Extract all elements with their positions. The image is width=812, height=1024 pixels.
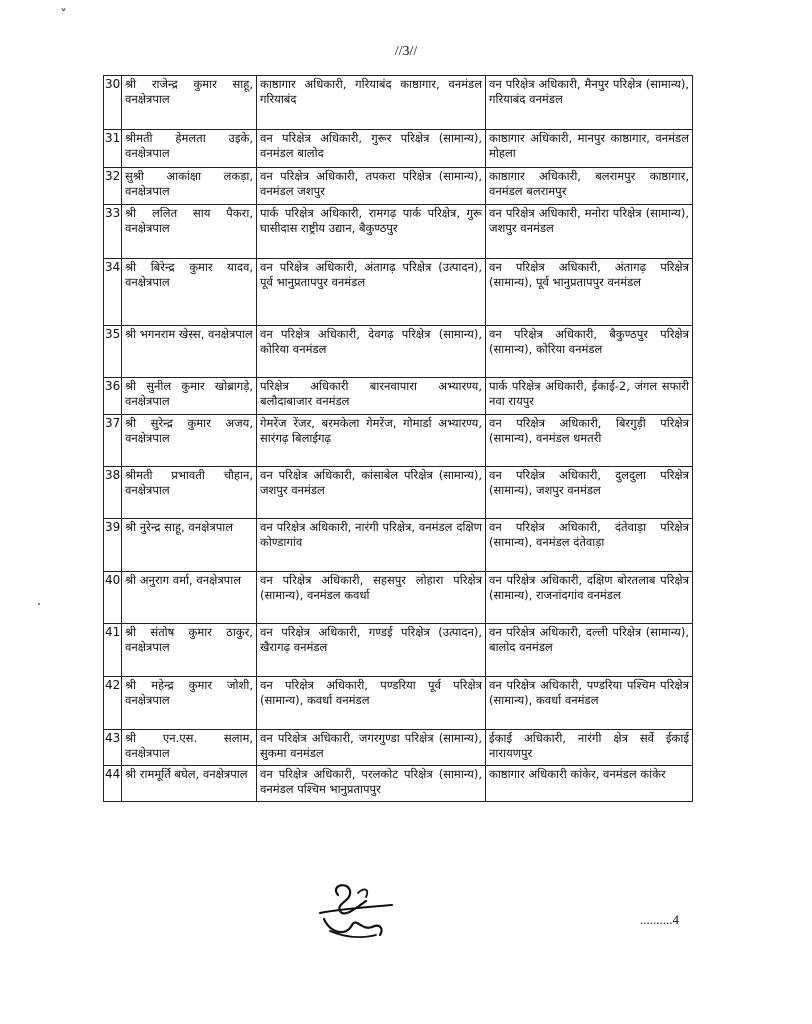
current-posting-cell: गेमरेंज रेंजर, बरमकेला गेमरेंज, गोमार्डा अभ्यारण्य, सारंगढ़ बिलाईगढ़ [257, 415, 486, 467]
new-posting-cell: वन परिक्षेत्र अधिकारी, दक्षिण बोरतलाब परिक्षेत्र (सामान्य), राजनांदगांव वनमंडल [486, 572, 693, 624]
serial-number-cell: 33 [104, 205, 122, 259]
table-row [104, 168, 693, 205]
page-number: //3// [394, 44, 418, 59]
current-posting-cell: वन परिक्षेत्र अधिकारी, नारंगी परिक्षेत्र, वनमंडल दक्षिण कोण्डागांव [257, 519, 486, 572]
serial-number-cell: 31 [104, 130, 122, 168]
serial-number-cell: 40 [104, 572, 122, 624]
serial-number-cell: 37 [104, 415, 122, 467]
officer-name-cell: श्री राममूर्ति बघेल, वनक्षेत्रपाल [122, 766, 257, 802]
officer-name-cell: श्री सुरेन्द्र कुमार अजय, वनक्षेत्रपाल [122, 415, 257, 467]
current-posting-cell: वन परिक्षेत्र अधिकारी, अंतागढ़ परिक्षेत्र (उत्पादन), पूर्व भानुप्रतापपुर वनमंडल [257, 259, 486, 326]
table-row [104, 259, 693, 326]
current-posting-cell: वन परिक्षेत्र अधिकारी, परलकोट परिक्षेत्र (सामान्य), वनमंडल पश्चिम भानुप्रतापपुर [257, 766, 486, 802]
current-posting-cell: वन परिक्षेत्र अधिकारी, तपकरा परिक्षेत्र (सामान्य), वनमंडल जशपुर [257, 168, 486, 205]
table-row [104, 519, 693, 572]
transfer-table-body [104, 76, 693, 802]
new-posting-cell: पार्क परिक्षेत्र अधिकारी, ईकाई-2, जंगल सफारी नवा रायपुर [486, 378, 693, 415]
table-row [104, 467, 693, 519]
table-row [104, 76, 693, 130]
current-posting-cell: वन परिक्षेत्र अधिकारी, सहसपुर लोहारा परिक्षेत्र (सामान्य), वनमंडल कवर्धा [257, 572, 486, 624]
officer-name-cell: श्री ललित साय पैकरा, वनक्षेत्रपाल [122, 205, 257, 259]
new-posting-cell: वन परिक्षेत्र अधिकारी, दल्ली परिक्षेत्र (सामान्य), बालोद वनमंडल [486, 624, 693, 677]
serial-number-cell: 35 [104, 326, 122, 378]
new-posting-cell: वन परिक्षेत्र अधिकारी, पण्डरिया पश्चिम परिक्षेत्र (सामान्य), कवर्धा वनमंडल [486, 677, 693, 730]
new-posting-cell: काष्ठागार अधिकारी, मानपुर काष्ठागार, वनमंडल मोहला [486, 130, 693, 168]
officer-name-cell: श्रीमती प्रभावती चौहान, वनक्षेत्रपाल [122, 467, 257, 519]
serial-number-cell: 32 [104, 168, 122, 205]
new-posting-cell: वन परिक्षेत्र अधिकारी, दुलदुला परिक्षेत्र (सामान्य), जशपुर वनमंडल [486, 467, 693, 519]
officer-name-cell: श्री बिरेन्द्र कुमार यादव, वनक्षेत्रपाल [122, 259, 257, 326]
current-posting-cell: परिक्षेत्र अधिकारी बारनवापारा अभ्यारण्य, बलौदाबाजार वनमंडल [257, 378, 486, 415]
corner-mark: ˇ [60, 8, 67, 24]
table-row [104, 326, 693, 378]
serial-number-cell: 42 [104, 677, 122, 730]
new-posting-cell: वन परिक्षेत्र अधिकारी, अंतागढ़ परिक्षेत्र (सामान्य), पूर्व भानुप्रतापपुर वनमंडल [486, 259, 693, 326]
officer-name-cell: श्री अनुराग वर्मा, वनक्षेत्रपाल [122, 572, 257, 624]
serial-number-cell: 34 [104, 259, 122, 326]
current-posting-cell: पार्क परिक्षेत्र अधिकारी, रामगढ़ पार्क परिक्षेत्र, गुरू घासीदास राष्ट्रीय उद्यान, बैकुण्ठपुर [257, 205, 486, 259]
signature [300, 875, 410, 945]
table-row [104, 677, 693, 730]
table-row [104, 205, 693, 259]
table-row [104, 730, 693, 766]
new-posting-cell: वन परिक्षेत्र अधिकारी, बिरगुड़ी परिक्षेत्र (सामान्य), वनमंडल धमतरी [486, 415, 693, 467]
officer-name-cell: श्री महेन्द्र कुमार जोशी, वनक्षेत्रपाल [122, 677, 257, 730]
new-posting-cell: वन परिक्षेत्र अधिकारी, मनोरा परिक्षेत्र (सामान्य), जशपुर वनमंडल [486, 205, 693, 259]
table-row [104, 766, 693, 802]
officer-name-cell: श्री सुनील कुमार खोब्रागड़े, वनक्षेत्रपाल [122, 378, 257, 415]
serial-number-cell: 43 [104, 730, 122, 766]
current-posting-cell: वन परिक्षेत्र अधिकारी, जगरगुण्डा परिक्षेत्र (सामान्य), सुकमा वनमंडल [257, 730, 486, 766]
new-posting-cell: काष्ठागार अधिकारी कांकेर, वनमंडल कांकेर [486, 766, 693, 802]
table-row [104, 624, 693, 677]
serial-number-cell: 30 [104, 76, 122, 130]
current-posting-cell: वन परिक्षेत्र अधिकारी, देवगढ़ परिक्षेत्र (सामान्य), कोरिया वनमंडल [257, 326, 486, 378]
serial-number-cell: 36 [104, 378, 122, 415]
new-posting-cell: वन परिक्षेत्र अधिकारी, बैकुण्ठपुर परिक्षेत्र (सामान्य), कोरिया वनमंडल [486, 326, 693, 378]
officer-name-cell: श्री राजेन्द्र कुमार साहू, वनक्षेत्रपाल [122, 76, 257, 130]
serial-number-cell: 44 [104, 766, 122, 802]
officer-name-cell: श्री एन.एस. सलाम, वनक्षेत्रपाल [122, 730, 257, 766]
new-posting-cell: वन परिक्षेत्र अधिकारी, मैनपुर परिक्षेत्र (सामान्य), गरियाबंद वनमंडल [486, 76, 693, 130]
officer-name-cell: श्री भगनराम खेस्स, वनक्षेत्रपाल [122, 326, 257, 378]
serial-number-cell: 39 [104, 519, 122, 572]
current-posting-cell: वन परिक्षेत्र अधिकारी, कांसाबेल परिक्षेत्र (सामान्य), जशपुर वनमंडल [257, 467, 486, 519]
table-row [104, 130, 693, 168]
officer-name-cell: श्रीमती हेमलता उइके, वनक्षेत्रपाल [122, 130, 257, 168]
new-posting-cell: काष्ठागार अधिकारी, बलरामपुर काष्ठागार, वनमंडल बलरामपुर [486, 168, 693, 205]
new-posting-cell: वन परिक्षेत्र अधिकारी, दंतेवाड़ा परिक्षेत्र (सामान्य), वनमंडल दंतेवाड़ा [486, 519, 693, 572]
officer-name-cell: सुश्री आकांक्षा लकड़ा, वनक्षेत्रपाल [122, 168, 257, 205]
current-posting-cell: काष्ठागार अधिकारी, गरियाबंद काष्ठागार, वनमंडल गरियाबंद [257, 76, 486, 130]
transfer-table [103, 75, 693, 802]
scan-speck [38, 603, 40, 605]
new-posting-cell: ईकाई अधिकारी, नारंगी क्षेत्र सर्वे ईकाई नारायणपुर [486, 730, 693, 766]
officer-name-cell: श्री संतोष कुमार ठाकुर, वनक्षेत्रपाल [122, 624, 257, 677]
table-row [104, 572, 693, 624]
serial-number-cell: 41 [104, 624, 122, 677]
current-posting-cell: वन परिक्षेत्र अधिकारी, पण्डरिया पूर्व परिक्षेत्र (सामान्य), कवर्धा वनमंडल [257, 677, 486, 730]
officer-name-cell: श्री नुरेन्द्र साहू, वनक्षेत्रपाल [122, 519, 257, 572]
current-posting-cell: वन परिक्षेत्र अधिकारी, गुरूर परिक्षेत्र (सामान्य), वनमंडल बालोद [257, 130, 486, 168]
table-row [104, 415, 693, 467]
continuation-marker: ..........4 [640, 912, 679, 927]
table-row [104, 378, 693, 415]
serial-number-cell: 38 [104, 467, 122, 519]
current-posting-cell: वन परिक्षेत्र अधिकारी, गण्डई परिक्षेत्र (उत्पादन), खैरागढ़ वनमंडल [257, 624, 486, 677]
